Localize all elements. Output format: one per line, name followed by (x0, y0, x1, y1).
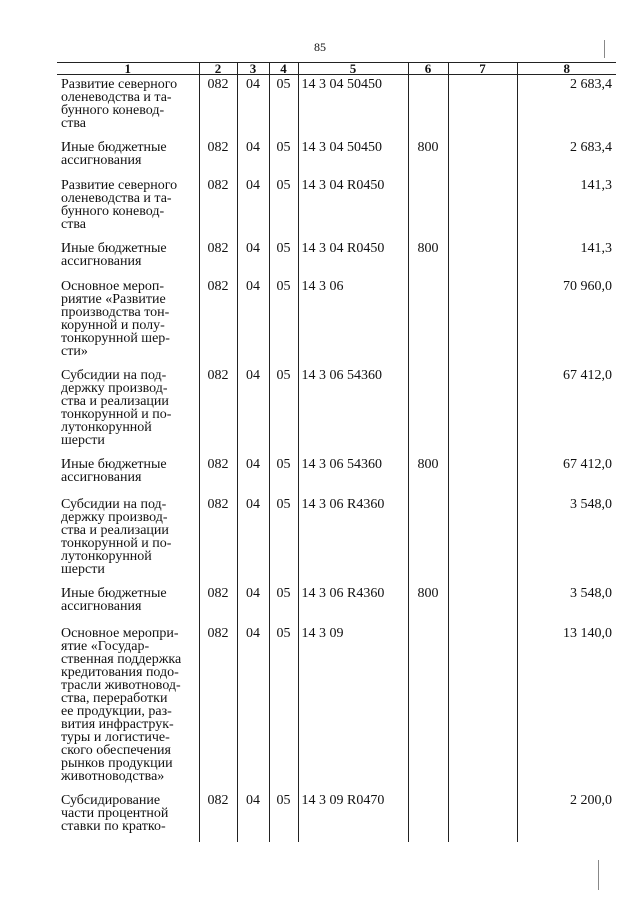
target-item-code: 14 3 09 R0470 (298, 791, 408, 842)
ministry-code: 082 (199, 366, 237, 455)
expense-type-code: 800 (408, 584, 448, 624)
amount: 13 140,0 (517, 624, 616, 791)
section-code: 04 (237, 495, 269, 584)
column-7-value (448, 138, 517, 176)
section-code: 04 (237, 239, 269, 277)
ministry-code: 082 (199, 75, 237, 138)
expense-type-code (408, 176, 448, 239)
amount: 67 412,0 (517, 366, 616, 455)
column-header-2: 2 (199, 63, 237, 75)
item-name: Иные бюджетные ассигнования (57, 584, 199, 624)
subsection-code: 05 (269, 239, 298, 277)
item-name: Субсидии на под- держку производ- ства и реализации тонкорунной и по- лутонкорунной шерсти (57, 366, 199, 455)
expense-type-code: 800 (408, 138, 448, 176)
target-item-code: 14 3 04 50450 (298, 75, 408, 138)
subsection-code: 05 (269, 75, 298, 138)
item-name: Субсидии на под- держку производ- ства и реализации тонкорунной и по- лутонкорунной шерсти (57, 495, 199, 584)
table-row (57, 624, 616, 791)
scan-artifact (598, 860, 599, 890)
amount: 67 412,0 (517, 455, 616, 495)
item-name: Иные бюджетные ассигнования (57, 239, 199, 277)
subsection-code: 05 (269, 624, 298, 791)
table-row (57, 584, 616, 624)
subsection-code: 05 (269, 176, 298, 239)
table-row (57, 176, 616, 239)
target-item-code: 14 3 06 R4360 (298, 584, 408, 624)
table-row (57, 138, 616, 176)
table-row (57, 277, 616, 366)
section-code: 04 (237, 624, 269, 791)
item-name: Основное меропри- ятие «Государ- ственная поддержка кредитования подо- трасли животновод- ства, переработки ее продукции, раз- вития инфраструк- туры и логистиче- ского обеспечения рынков продукции животноводства» (57, 624, 199, 791)
column-7-value (448, 791, 517, 842)
page-number: 85 (314, 40, 326, 54)
subsection-code: 05 (269, 495, 298, 584)
target-item-code: 14 3 06 R4360 (298, 495, 408, 584)
column-header-1: 1 (57, 63, 199, 75)
ministry-code: 082 (199, 584, 237, 624)
ministry-code: 082 (199, 624, 237, 791)
ministry-code: 082 (199, 495, 237, 584)
column-header-4: 4 (269, 63, 298, 75)
column-header-6: 6 (408, 63, 448, 75)
section-code: 04 (237, 366, 269, 455)
ministry-code: 082 (199, 239, 237, 277)
expense-type-code (408, 75, 448, 138)
section-code: 04 (237, 277, 269, 366)
section-code: 04 (237, 455, 269, 495)
target-item-code: 14 3 04 50450 (298, 138, 408, 176)
budget-table (57, 62, 616, 842)
item-name: Основное мероп- риятие «Развитие производства тон- корунной и полу- тонкорунной шер- сти» (57, 277, 199, 366)
subsection-code: 05 (269, 277, 298, 366)
expense-type-code (408, 277, 448, 366)
column-header-7: 7 (448, 63, 517, 75)
table-row (57, 495, 616, 584)
amount: 141,3 (517, 176, 616, 239)
amount: 2 683,4 (517, 75, 616, 138)
column-header-8: 8 (517, 63, 616, 75)
item-name: Иные бюджетные ассигнования (57, 138, 199, 176)
target-item-code: 14 3 04 R0450 (298, 176, 408, 239)
target-item-code: 14 3 04 R0450 (298, 239, 408, 277)
budget-table-container (57, 62, 616, 842)
subsection-code: 05 (269, 455, 298, 495)
table-row (57, 75, 616, 138)
column-7-value (448, 277, 517, 366)
amount: 3 548,0 (517, 584, 616, 624)
item-name: Развитие северного оленеводства и та- бунного коневод- ства (57, 75, 199, 138)
target-item-code: 14 3 06 54360 (298, 366, 408, 455)
scan-artifact (604, 40, 605, 58)
expense-type-code (408, 366, 448, 455)
column-7-value (448, 624, 517, 791)
column-7-value (448, 455, 517, 495)
subsection-code: 05 (269, 584, 298, 624)
column-7-value (448, 176, 517, 239)
target-item-code: 14 3 06 54360 (298, 455, 408, 495)
column-7-value (448, 239, 517, 277)
section-code: 04 (237, 75, 269, 138)
column-header-5: 5 (298, 63, 408, 75)
expense-type-code (408, 791, 448, 842)
expense-type-code (408, 624, 448, 791)
amount: 70 960,0 (517, 277, 616, 366)
table-row (57, 791, 616, 842)
subsection-code: 05 (269, 791, 298, 842)
column-7-value (448, 584, 517, 624)
ministry-code: 082 (199, 455, 237, 495)
column-7-value (448, 366, 517, 455)
amount: 2 200,0 (517, 791, 616, 842)
section-code: 04 (237, 176, 269, 239)
ministry-code: 082 (199, 138, 237, 176)
expense-type-code: 800 (408, 239, 448, 277)
item-name: Иные бюджетные ассигнования (57, 455, 199, 495)
ministry-code: 082 (199, 791, 237, 842)
column-header-3: 3 (237, 63, 269, 75)
ministry-code: 082 (199, 176, 237, 239)
item-name: Развитие северного оленеводства и та- бунного коневод- ства (57, 176, 199, 239)
amount: 3 548,0 (517, 495, 616, 584)
amount: 2 683,4 (517, 138, 616, 176)
subsection-code: 05 (269, 366, 298, 455)
target-item-code: 14 3 09 (298, 624, 408, 791)
table-row (57, 455, 616, 495)
table-row (57, 239, 616, 277)
item-name: Субсидирование части процентной ставки по кратко- (57, 791, 199, 842)
amount: 141,3 (517, 239, 616, 277)
expense-type-code (408, 495, 448, 584)
target-item-code: 14 3 06 (298, 277, 408, 366)
header-row (57, 63, 616, 75)
section-code: 04 (237, 584, 269, 624)
column-7-value (448, 495, 517, 584)
ministry-code: 082 (199, 277, 237, 366)
section-code: 04 (237, 138, 269, 176)
table-row (57, 366, 616, 455)
expense-type-code: 800 (408, 455, 448, 495)
section-code: 04 (237, 791, 269, 842)
column-7-value (448, 75, 517, 138)
subsection-code: 05 (269, 138, 298, 176)
